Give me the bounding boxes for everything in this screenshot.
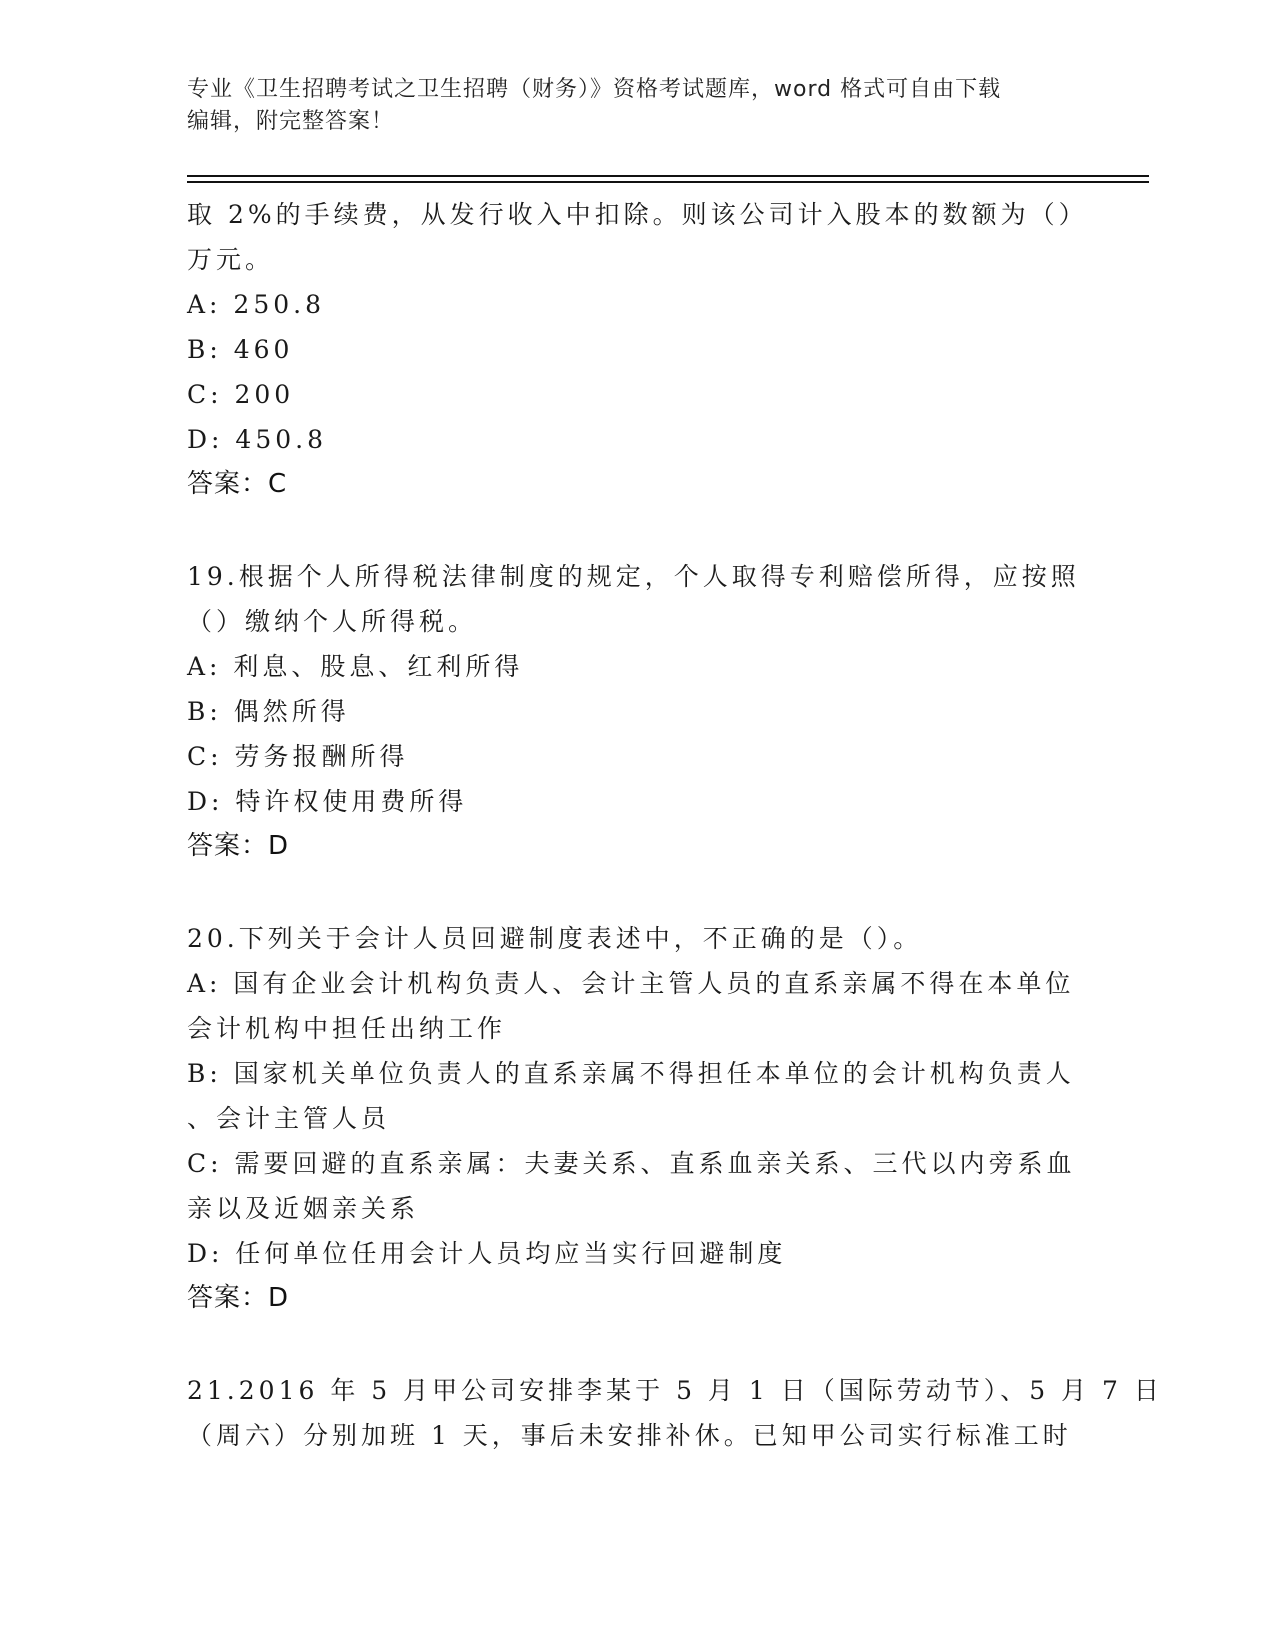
option-d: D: 特许权使用费所得	[187, 787, 468, 816]
question-stem-line: （）缴纳个人所得税。	[187, 607, 478, 636]
question-20	[187, 916, 1076, 1321]
question-18	[187, 192, 1088, 507]
question-stem-line: 19.根据个人所得税法律制度的规定，个人取得专利赔偿所得，应按照	[187, 562, 1080, 591]
option-b-continued: 、会计主管人员	[187, 1104, 391, 1133]
option-b: B: 偶然所得	[187, 697, 350, 726]
header-divider-bottom	[187, 181, 1149, 183]
option-a: A: 利息、股息、红利所得	[187, 652, 524, 681]
option-c: C: 劳务报酬所得	[187, 742, 409, 771]
question-stem-line: 21.2016 年 5 月甲公司安排李某于 5 月 1 日（国际劳动节）、5 月 7 日	[187, 1376, 1163, 1405]
answer-line: 答案：D	[187, 1283, 290, 1313]
option-c-continued: 亲以及近姻亲关系	[187, 1194, 420, 1223]
option-a-continued: 会计机构中担任出纳工作	[187, 1014, 507, 1043]
question-spacer	[187, 507, 1067, 554]
question-stem-line: 取 2%的手续费，从发行收入中扣除。则该公司计入股本的数额为（）	[187, 200, 1088, 229]
option-a: A: 国有企业会计机构负责人、会计主管人员的直系亲属不得在本单位	[187, 969, 1075, 998]
option-b: B: 460	[187, 335, 294, 364]
header-line-1: 专业《卫生招聘考试之卫生招聘（财务）》资格考试题库，word 格式可自由下载	[187, 77, 1002, 102]
question-21	[187, 1368, 1163, 1458]
option-c: C: 200	[187, 380, 295, 409]
question-19	[187, 554, 1080, 869]
option-d: D: 450.8	[187, 425, 327, 454]
question-list	[187, 192, 1163, 1458]
option-b: B: 国家机关单位负责人的直系亲属不得担任本单位的会计机构负责人	[187, 1059, 1075, 1088]
question-stem-line: 20.下列关于会计人员回避制度表述中，不正确的是（）。	[187, 924, 923, 953]
option-a: A: 250.8	[187, 290, 325, 319]
header-line-2: 编辑，附完整答案！	[187, 109, 395, 134]
option-d: D: 任何单位任用会计人员均应当实行回避制度	[187, 1239, 787, 1268]
question-stem-line: （周六）分别加班 1 天，事后未安排补休。已知甲公司实行标准工时	[187, 1421, 1072, 1450]
question-spacer	[187, 1321, 1067, 1368]
question-spacer	[187, 869, 1067, 916]
answer-line: 答案：C	[187, 469, 288, 499]
answer-line: 答案：D	[187, 831, 290, 861]
option-c: C: 需要回避的直系亲属：夫妻关系、直系血亲关系、三代以内旁系血	[187, 1149, 1076, 1178]
header-divider-top	[187, 175, 1149, 177]
page-header	[187, 74, 1077, 138]
question-stem-line: 万元。	[187, 245, 275, 274]
